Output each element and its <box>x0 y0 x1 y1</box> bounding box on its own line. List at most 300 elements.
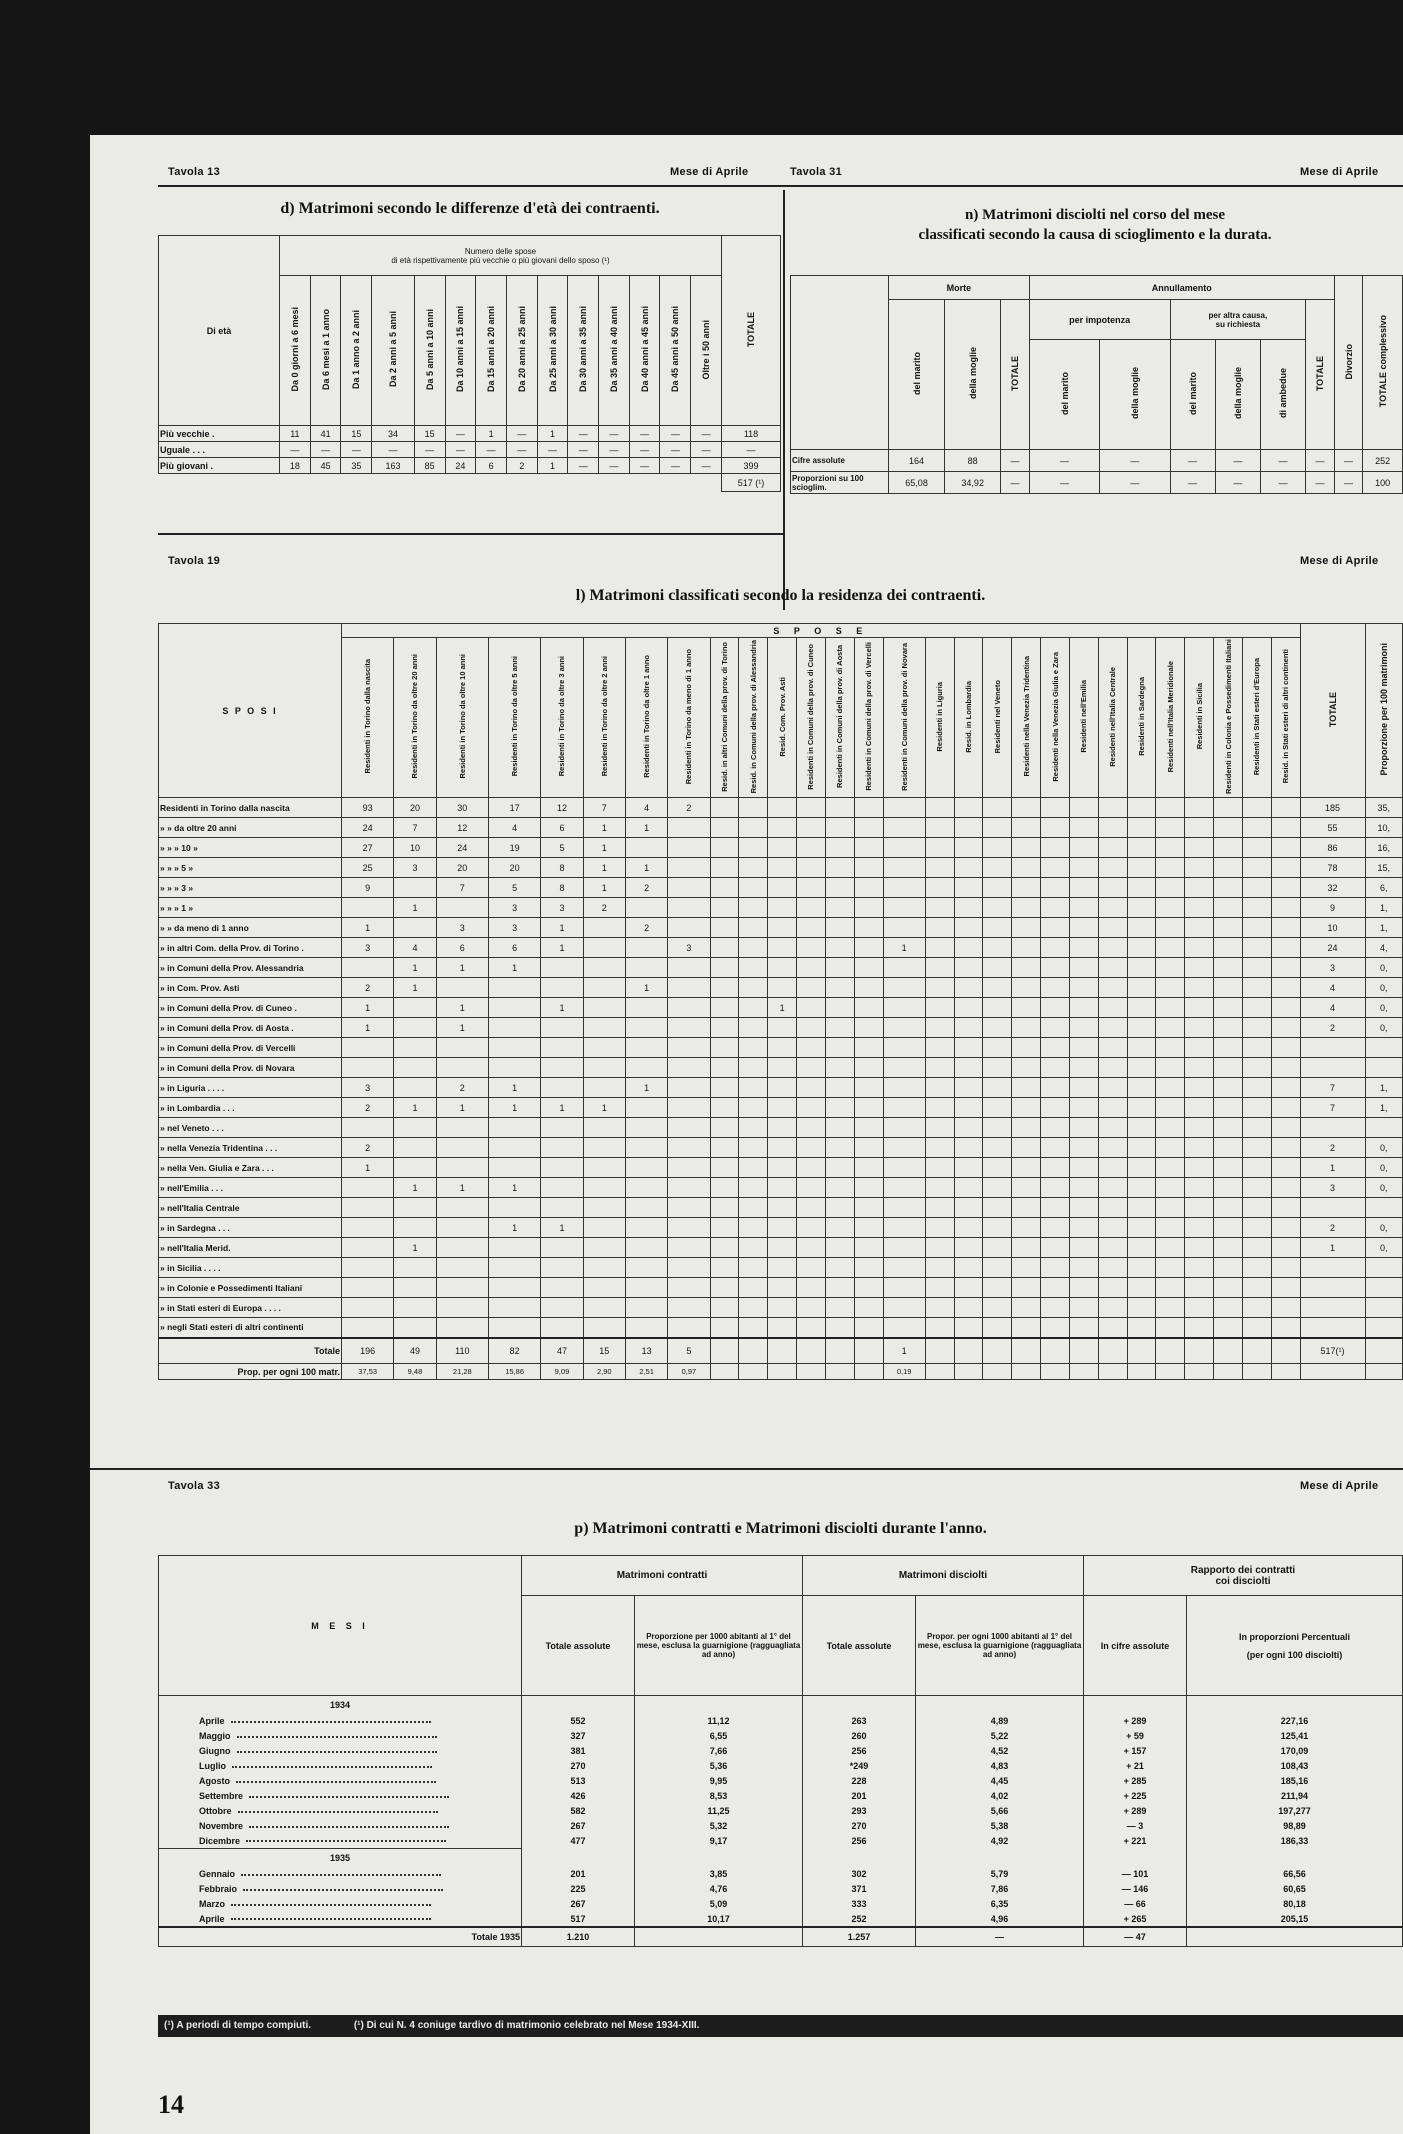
table-cell <box>1214 1178 1243 1198</box>
table-cell <box>983 1178 1012 1198</box>
table-cell <box>1156 1018 1185 1038</box>
table-cell <box>925 838 954 858</box>
table-cell: — <box>445 426 476 442</box>
col-header-label: Resid. Com. Prov. Asti <box>777 676 787 757</box>
table-cell: — <box>660 426 691 442</box>
table-cell <box>1069 1298 1098 1318</box>
table-cell: 1 <box>768 998 797 1018</box>
table-cell <box>883 898 925 918</box>
table-cell: — <box>660 442 691 458</box>
table-cell <box>1185 938 1214 958</box>
table-cell: 4,02 <box>916 1789 1084 1804</box>
table-cell <box>583 998 625 1018</box>
table-cell: 108,43 <box>1187 1759 1403 1774</box>
table-cell: 4,96 <box>916 1912 1084 1927</box>
table-cell <box>768 1078 797 1098</box>
table-cell: — <box>1170 450 1215 472</box>
table-cell <box>1214 978 1243 998</box>
table-cell <box>854 1098 883 1118</box>
table-cell: 4 <box>1300 998 1365 1018</box>
table-cell <box>797 978 826 998</box>
prop-cell: 9,48 <box>394 1364 436 1380</box>
table-cell <box>342 958 394 978</box>
table-cell: 19 <box>488 838 540 858</box>
table-cell <box>625 898 667 918</box>
table-cell <box>854 1318 883 1338</box>
table-cell <box>739 1138 768 1158</box>
table-l-col-header <box>1242 638 1271 798</box>
table-cell: 41 <box>310 426 341 442</box>
row-label: » nell'Italia Merid. <box>159 1238 342 1258</box>
table-cell <box>1271 998 1300 1018</box>
table-cell <box>1185 978 1214 998</box>
table-cell <box>1127 1258 1156 1278</box>
table-cell: — <box>1029 450 1099 472</box>
table-cell: — <box>1260 450 1305 472</box>
mese-label-right: Mese di Aprile <box>1300 166 1379 178</box>
table-cell <box>1069 1018 1098 1038</box>
table-cell <box>883 1198 925 1218</box>
table-cell <box>1185 1098 1214 1118</box>
table-cell <box>1242 918 1271 938</box>
table-cell <box>1069 938 1098 958</box>
col-header-label: Residenti in Comuni della prov. di Vercelli <box>864 642 874 791</box>
col-imp-marito <box>1029 340 1099 450</box>
totale-cell: 15 <box>583 1338 625 1364</box>
table-cell <box>1271 1018 1300 1038</box>
table-cell <box>983 818 1012 838</box>
table-cell <box>1069 1178 1098 1198</box>
col-header-label: Residenti in Stati esteri d'Europa <box>1252 657 1262 776</box>
table-cell: — <box>568 442 599 458</box>
table-cell <box>583 958 625 978</box>
table-cell <box>854 1298 883 1318</box>
col-header-label: Da 30 anni a 35 anni <box>578 306 589 393</box>
table-cell: 252 <box>803 1912 916 1927</box>
leader-dots <box>237 1751 437 1753</box>
table-cell <box>983 1098 1012 1118</box>
table-cell <box>739 1018 768 1038</box>
table-l-col-header <box>983 638 1012 798</box>
table-cell <box>768 818 797 838</box>
table-cell <box>825 1158 854 1178</box>
table-cell: 1 <box>541 938 583 958</box>
table-cell <box>583 1178 625 1198</box>
table-cell <box>1242 958 1271 978</box>
col-header-label: Residenti in Liguria <box>935 681 945 752</box>
table-cell: 2 <box>342 978 394 998</box>
table-cell <box>1098 1238 1127 1258</box>
row-label: Proporzioni su 100 scioglim. <box>791 472 889 494</box>
totale-cell: 49 <box>394 1338 436 1364</box>
table-cell: — <box>1170 472 1215 494</box>
totale-cell <box>983 1338 1012 1364</box>
table-cell: 5 <box>488 878 540 898</box>
sub-altra-line2: su richiesta <box>1215 319 1261 329</box>
table-cell: 55 <box>1300 818 1365 838</box>
table-cell <box>983 938 1012 958</box>
table-cell <box>1041 1178 1070 1198</box>
table-cell <box>1242 798 1271 818</box>
col-header-label: Residenti in Comuni della prov. di Novara <box>899 642 909 791</box>
table-cell <box>1185 1058 1214 1078</box>
table-cell <box>1271 1158 1300 1178</box>
table-cell <box>768 1178 797 1198</box>
col-header-label: Residenti nell'Emilia <box>1079 680 1089 753</box>
totale-cell <box>825 1338 854 1364</box>
month-row <box>159 1897 1403 1912</box>
mese-label: Mese di Aprile <box>670 166 749 178</box>
table-cell <box>825 898 854 918</box>
sub-altra-line1: per altra causa, <box>1208 310 1268 320</box>
table-cell <box>1365 1278 1403 1298</box>
col-header-label: Da 45 anni a 50 anni <box>670 306 681 393</box>
table-cell: 263 <box>803 1714 916 1729</box>
table-cell <box>797 1058 826 1078</box>
col-totale-complessivo <box>1363 276 1403 450</box>
table-cell <box>925 1238 954 1258</box>
table-cell <box>954 898 983 918</box>
prop-cell <box>1069 1364 1098 1380</box>
table-cell <box>710 818 739 838</box>
month-label <box>159 1834 522 1849</box>
table-l-col-header <box>925 638 954 798</box>
table-cell <box>797 818 826 838</box>
table-cell: + 157 <box>1084 1744 1187 1759</box>
table-cell: 252 <box>1363 450 1403 472</box>
table-cell <box>436 978 488 998</box>
empty-cell <box>1084 1696 1187 1714</box>
table-cell <box>1242 1238 1271 1258</box>
table-cell: 6 <box>541 818 583 838</box>
table-cell <box>1069 1038 1098 1058</box>
month-name: Novembre <box>199 1821 244 1831</box>
table-cell: — <box>599 442 630 458</box>
table-cell: 2 <box>625 918 667 938</box>
table-cell <box>854 978 883 998</box>
table-cell: 1 <box>583 858 625 878</box>
table-cell <box>668 1238 710 1258</box>
table-cell <box>983 1078 1012 1098</box>
table-cell <box>1214 878 1243 898</box>
totale-cell <box>1156 1338 1185 1364</box>
group-annullamento: Annullamento <box>1029 276 1334 300</box>
totale-label: Totale 1935 <box>159 1927 522 1947</box>
table-cell <box>625 938 667 958</box>
table-cell <box>797 1178 826 1198</box>
month-row <box>159 1714 1403 1729</box>
table-cell <box>1156 958 1185 978</box>
table-cell <box>1185 858 1214 878</box>
table-cell: 20 <box>488 858 540 878</box>
table-l-col-header <box>1127 638 1156 798</box>
table-cell <box>883 998 925 1018</box>
table-cell: — <box>629 426 660 442</box>
table-cell <box>710 1298 739 1318</box>
table-cell: 1 <box>342 918 394 938</box>
table-cell <box>1185 1238 1214 1258</box>
table-cell <box>883 1058 925 1078</box>
totale-cell <box>768 1338 797 1364</box>
table-cell <box>541 1258 583 1278</box>
table-cell <box>436 1158 488 1178</box>
table-cell: 3 <box>342 1078 394 1098</box>
table-cell <box>825 918 854 938</box>
table-cell <box>1069 918 1098 938</box>
month-row <box>159 1867 1403 1882</box>
table-cell <box>768 958 797 978</box>
table-cell <box>954 1018 983 1038</box>
table-cell <box>1156 1198 1185 1218</box>
table-cell <box>1069 1258 1098 1278</box>
table-cell <box>883 1318 925 1338</box>
table-cell <box>768 1318 797 1338</box>
table-cell <box>1041 898 1070 918</box>
table-cell <box>768 918 797 938</box>
table-cell <box>925 998 954 1018</box>
table-cell <box>488 1138 540 1158</box>
col-label: del marito <box>1187 371 1198 415</box>
table-cell <box>668 958 710 978</box>
table-cell: — <box>691 442 722 458</box>
month-row <box>159 1912 1403 1927</box>
row-label: » » » 10 » <box>159 838 342 858</box>
table-cell <box>1242 1058 1271 1078</box>
table-l-col-header <box>436 638 488 798</box>
table-cell: 1 <box>625 858 667 878</box>
month-label <box>159 1912 522 1927</box>
table-cell: 100 <box>1363 472 1403 494</box>
table-cell: 24 <box>1300 938 1365 958</box>
table-cell <box>1069 838 1098 858</box>
table-cell <box>710 978 739 998</box>
table-cell <box>1041 1218 1070 1238</box>
table-cell <box>1041 998 1070 1018</box>
table-cell <box>1098 878 1127 898</box>
table-cell <box>1069 1158 1098 1178</box>
table-cell: 1 <box>436 1098 488 1118</box>
rapporto-line1: Rapporto dei contratti <box>1190 1564 1296 1576</box>
table-cell: 6 <box>436 938 488 958</box>
table-cell <box>983 978 1012 998</box>
table-cell <box>854 1258 883 1278</box>
table-cell: — <box>1260 472 1305 494</box>
table-cell <box>883 1138 925 1158</box>
table-cell <box>668 998 710 1018</box>
table-cell <box>625 1158 667 1178</box>
totale-cell: 13 <box>625 1338 667 1364</box>
table-cell <box>668 1118 710 1138</box>
table-cell <box>1271 1138 1300 1158</box>
table-cell <box>436 1238 488 1258</box>
table-cell <box>1012 1318 1041 1338</box>
table-cell <box>797 938 826 958</box>
totale-cell <box>925 1338 954 1364</box>
table-cell <box>583 1018 625 1038</box>
table-cell <box>1127 1178 1156 1198</box>
table-cell: 2 <box>342 1138 394 1158</box>
table-cell <box>1041 1258 1070 1278</box>
empty-cell <box>522 1696 635 1714</box>
table-cell <box>1242 1258 1271 1278</box>
table-cell: 2 <box>1300 1138 1365 1158</box>
col-label: di ambedue <box>1278 368 1289 419</box>
table-cell <box>1185 898 1214 918</box>
col-header-label: Residenti nella Venezia Giulia e Zara <box>1050 651 1060 782</box>
table-cell <box>1185 1218 1214 1238</box>
table-cell <box>1127 858 1156 878</box>
table-cell <box>797 1238 826 1258</box>
table-cell: 3,85 <box>635 1867 803 1882</box>
table-cell: + 59 <box>1084 1729 1187 1744</box>
month-label <box>159 1744 522 1759</box>
table-cell: — <box>445 442 476 458</box>
table-cell: 7,86 <box>916 1882 1084 1897</box>
table-cell <box>1156 898 1185 918</box>
table-cell <box>825 938 854 958</box>
table-cell <box>436 1198 488 1218</box>
table-cell: 12 <box>436 818 488 838</box>
table-cell <box>541 1198 583 1218</box>
table-row <box>159 898 1403 918</box>
table-cell: 10 <box>1300 918 1365 938</box>
table-cell <box>625 838 667 858</box>
table-cell <box>1041 1318 1070 1338</box>
table-d-col-header <box>660 276 691 426</box>
table-cell <box>488 1258 540 1278</box>
table-cell: 118 <box>722 426 781 442</box>
table-cell <box>925 878 954 898</box>
table-cell: 2 <box>436 1078 488 1098</box>
table-cell <box>1271 918 1300 938</box>
table-cell <box>394 1298 436 1318</box>
col-header-label: Residenti nell'Italia Meridionale <box>1165 660 1175 773</box>
row-label: Più giovani . <box>159 458 280 474</box>
leader-dots <box>241 1874 441 1876</box>
table-cell: 3 <box>436 918 488 938</box>
table-cell <box>1185 798 1214 818</box>
table-d-col-header <box>310 276 341 426</box>
col-label: TOTALE <box>1314 355 1325 392</box>
table-cell <box>739 938 768 958</box>
table-cell: 1 <box>541 1218 583 1238</box>
table-cell <box>954 1078 983 1098</box>
table-cell: — <box>506 426 537 442</box>
row-label: Più vecchie . <box>159 426 280 442</box>
table-cell <box>1127 1038 1156 1058</box>
table-cell <box>1271 1038 1300 1058</box>
table-cell <box>925 818 954 838</box>
table-cell: 1 <box>394 1178 436 1198</box>
empty-cell <box>522 1849 635 1867</box>
table-cell <box>883 1078 925 1098</box>
prop-cell: 21,28 <box>436 1364 488 1380</box>
table-cell <box>1127 978 1156 998</box>
table-cell <box>1185 818 1214 838</box>
table-cell: 1 <box>1300 1158 1365 1178</box>
table-cell <box>925 938 954 958</box>
table-cell: — <box>1306 450 1335 472</box>
table-cell <box>983 1138 1012 1158</box>
table-cell: 1 <box>342 1158 394 1178</box>
table-cell: 5,09 <box>635 1897 803 1912</box>
group-header-line2: di età rispettivamente più vecchie o più giovani dello sposo (¹) <box>391 255 610 265</box>
table-cell: 3 <box>1300 958 1365 978</box>
table-cell: 5,79 <box>916 1867 1084 1882</box>
table-cell <box>797 1158 826 1178</box>
totale-cell: 196 <box>342 1338 394 1364</box>
table-cell <box>710 878 739 898</box>
table-l-title: l) Matrimoni classificati secondo la residenza dei contraenti. <box>575 587 986 604</box>
table-cell <box>1214 1198 1243 1218</box>
month-label <box>159 1714 522 1729</box>
table-cell <box>1156 1138 1185 1158</box>
table-cell: 5,32 <box>635 1819 803 1834</box>
table-cell <box>342 898 394 918</box>
table-cell <box>1365 1198 1403 1218</box>
table-d-col-header <box>537 276 568 426</box>
table-cell <box>1300 1318 1365 1338</box>
table-cell <box>1041 1278 1070 1298</box>
table-cell <box>1242 1138 1271 1158</box>
totale-cell <box>1069 1338 1098 1364</box>
table-cell: 32 <box>1300 878 1365 898</box>
table-cell <box>1098 1298 1127 1318</box>
table-cell <box>1156 1098 1185 1118</box>
table-cell: 85 <box>414 458 445 474</box>
table-cell <box>983 1278 1012 1298</box>
table-cell <box>1041 1198 1070 1218</box>
table-cell <box>825 1238 854 1258</box>
table-cell <box>1098 1118 1127 1138</box>
table-cell: 1 <box>342 1018 394 1038</box>
table-cell <box>1041 858 1070 878</box>
table-cell <box>1098 838 1127 858</box>
table-cell <box>883 1018 925 1038</box>
table-cell <box>583 1158 625 1178</box>
table-cell <box>1185 998 1214 1018</box>
table-cell <box>668 1018 710 1038</box>
table-cell: 327 <box>522 1729 635 1744</box>
table-cell <box>1156 1038 1185 1058</box>
table-cell <box>1127 998 1156 1018</box>
table-cell <box>710 1018 739 1038</box>
col-totale-disciolti: Totale assolute <box>803 1596 916 1696</box>
table-cell: 256 <box>803 1744 916 1759</box>
table-cell: 201 <box>522 1867 635 1882</box>
table-cell: 1 <box>537 426 568 442</box>
table-cell <box>797 1118 826 1138</box>
table-cell <box>954 798 983 818</box>
leader-dots <box>231 1721 431 1723</box>
table-cell: 0, <box>1365 998 1403 1018</box>
table-cell: 1 <box>625 818 667 838</box>
table-cell <box>1041 1058 1070 1078</box>
tavola-33-label: Tavola 33 <box>168 1480 221 1492</box>
table-cell <box>1012 958 1041 978</box>
table-cell <box>583 978 625 998</box>
table-cell <box>1012 1078 1041 1098</box>
table-cell <box>797 898 826 918</box>
table-cell <box>925 1158 954 1178</box>
table-cell: 6 <box>476 458 507 474</box>
empty-cell <box>803 1849 916 1867</box>
table-l-col-header <box>797 638 826 798</box>
col-header-label: Da 35 anni a 40 anni <box>608 306 619 393</box>
table-cell <box>1271 1318 1300 1338</box>
table-cell <box>1300 1278 1365 1298</box>
table-cell: 201 <box>803 1789 916 1804</box>
